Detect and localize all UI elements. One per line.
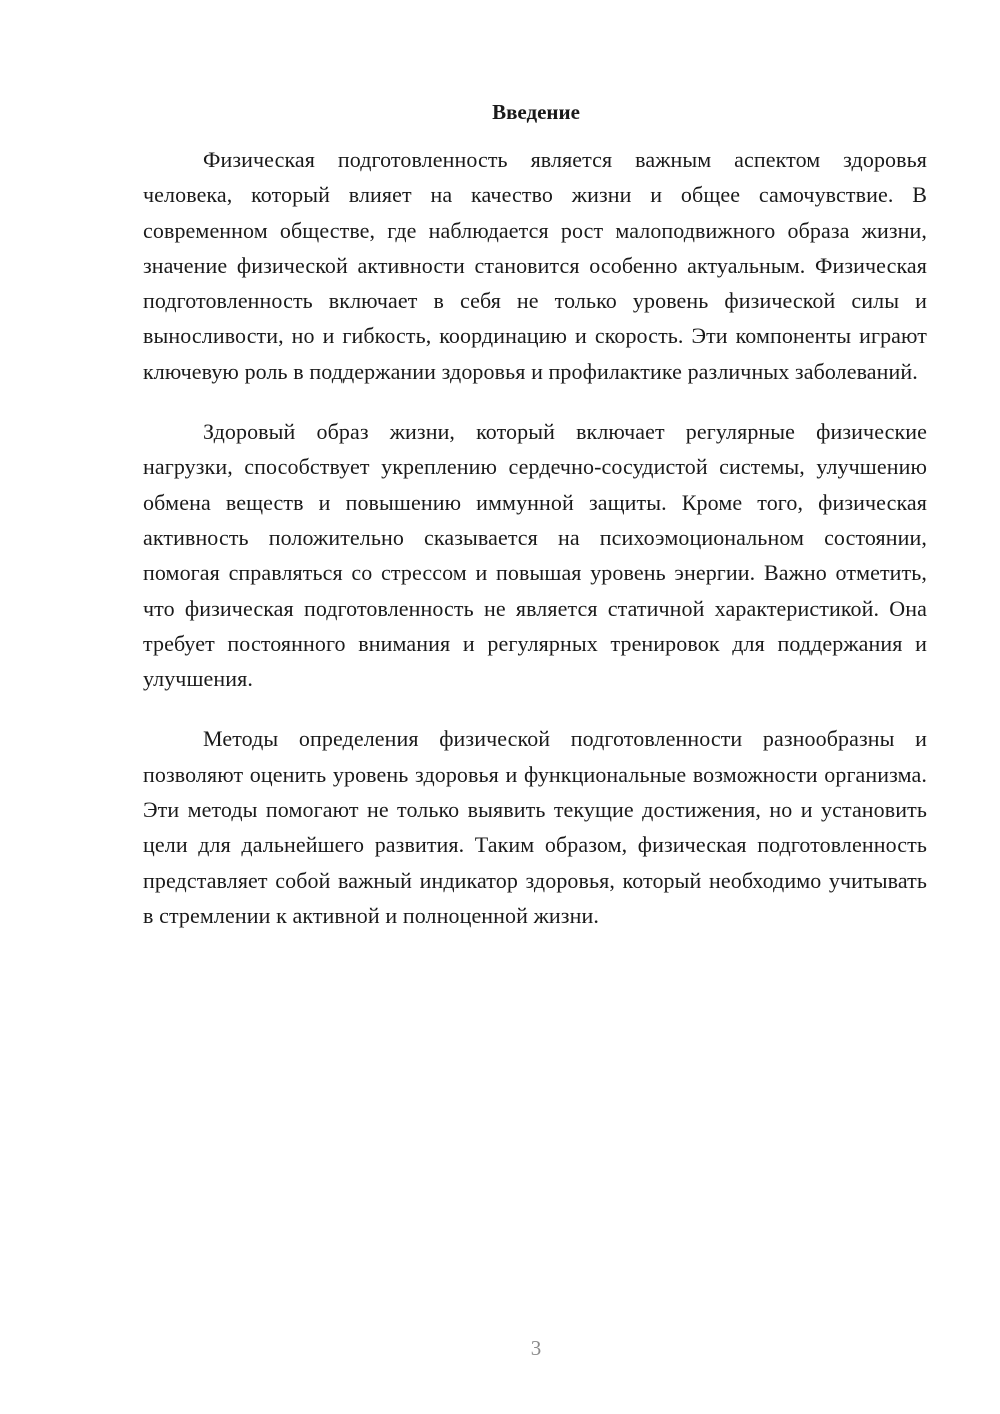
paragraph-2: Здоровый образ жизни, который включает регулярные физические нагрузки, способствует укреплению сердечно-сосудистой системы, улучшению обмена веществ и повышению иммунной защиты. Кроме того, физическая активность положительно сказывается на психоэмоциональном состоянии, помогая справляться со стрессом и повышая уровень энергии. Важно отметить, что физическая подготовленность не является статичной характеристикой. Она требует постоянного внимания и регулярных тренировок для поддержания и улучшения. [143, 419, 927, 692]
page-number: 3 [530, 1336, 542, 1360]
paragraph-1: Физическая подготовленность является важным аспектом здоровья человека, который влияет на качество жизни и общее самочувствие. В современном обществе, где наблюдается рост малоподвижного образа жизни, значение физической активности становится особенно актуальным. Физическая подготовленность включает в себя не только уровень физической силы и выносливости, но и гибкость, координацию и скорость. Эти компоненты играют ключевую роль в поддержании здоровья и профилактике различных заболеваний. [143, 147, 927, 384]
page-title: Введение [492, 100, 580, 124]
document-body [143, 142, 927, 958]
paragraph-3: Методы определения физической подготовленности разнообразны и позволяют оценить уровень здоровья и функциональные возможности организма. Эти методы помогают не только выявить текущие достижения, но и установить цели для дальнейшего развития. Таким образом, физическая подготовленность представляет собой важный индикатор здоровья, который необходимо учитывать в стремлении к активной и полноценной жизни. [143, 726, 927, 928]
